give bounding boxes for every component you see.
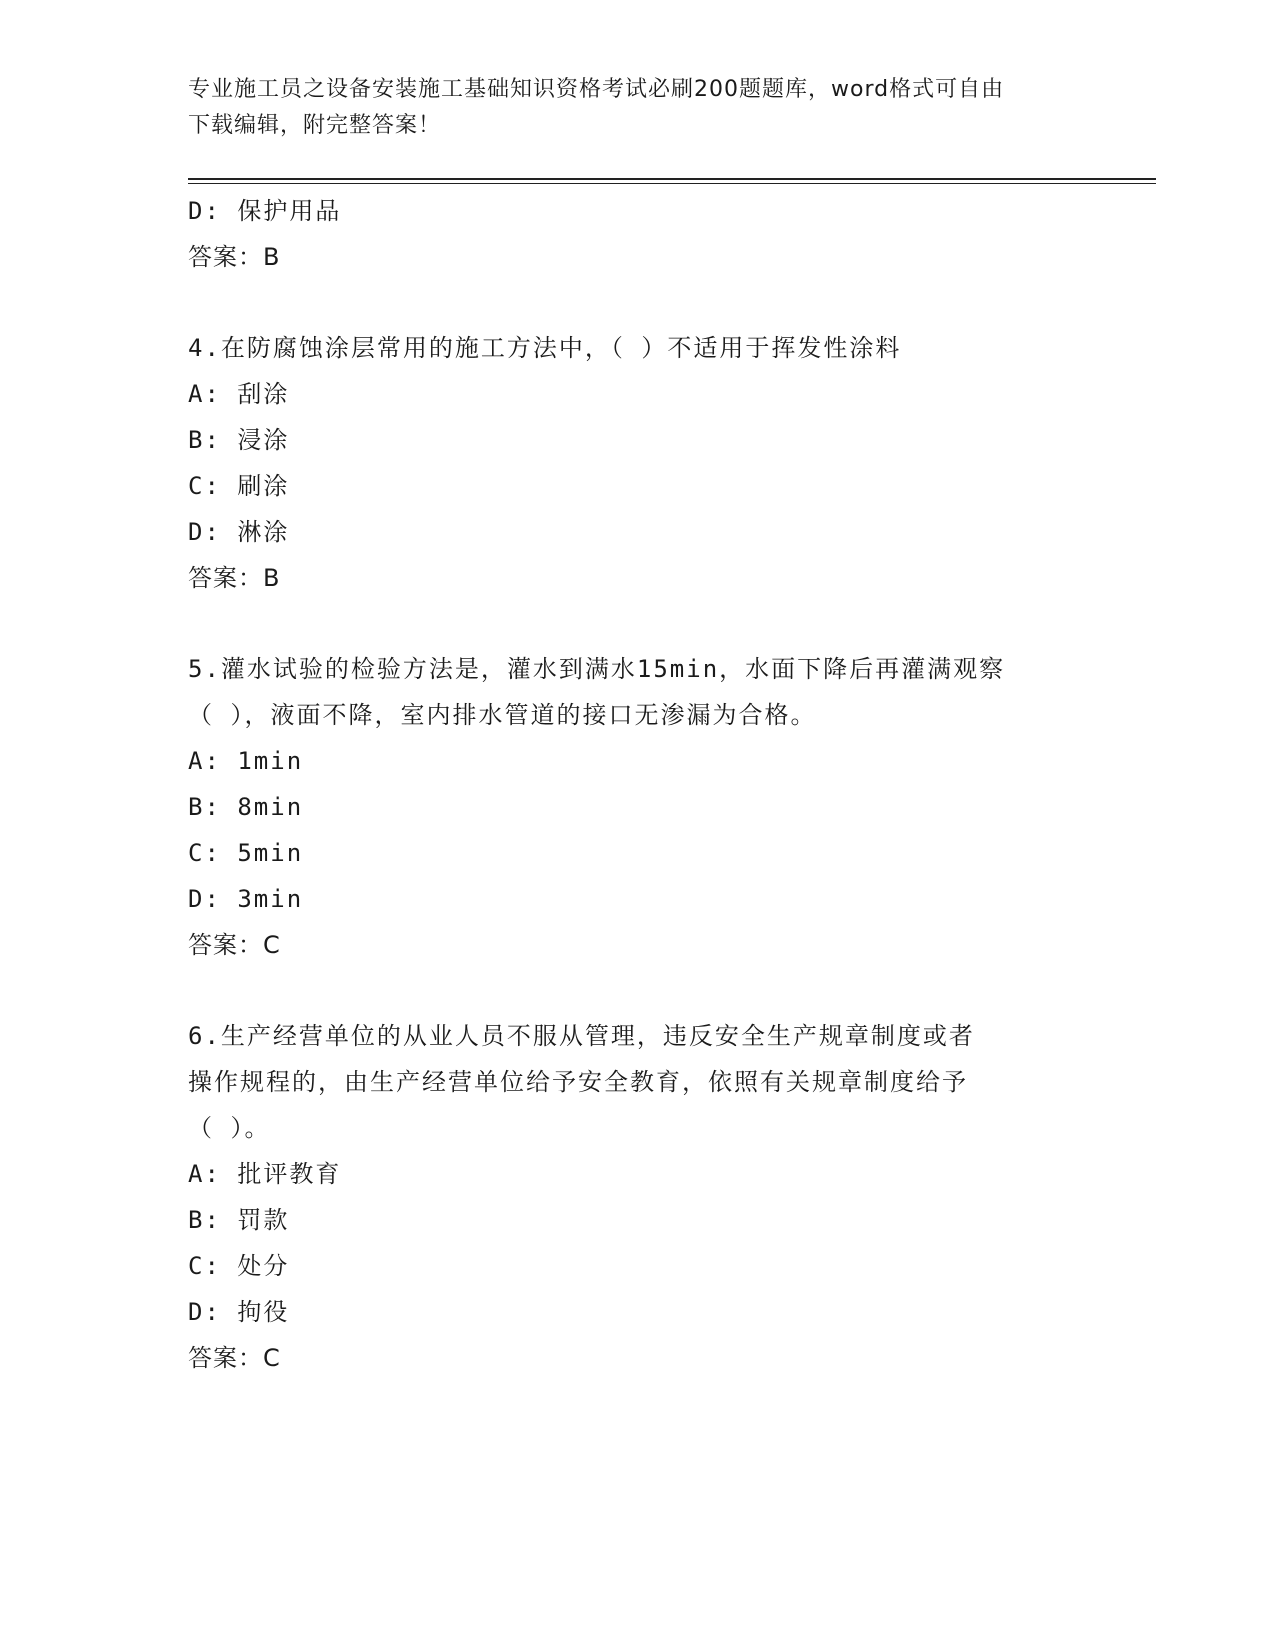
spacer [188,601,1088,646]
question-stem-line-2: （ ），液面不降，室内排水管道的接口无渗漏为合格。 [188,701,817,729]
option-b: B: 罚款 [188,1206,290,1234]
option-a: A: 1min [188,747,304,775]
header-divider-thick [188,178,1156,180]
spacer [188,968,1088,1013]
question-5 [188,646,1088,968]
document-header [188,72,1088,144]
question-stem-line-3: （ ）。 [188,1114,271,1142]
question-6 [188,1013,1088,1381]
option-d: D: 拘役 [188,1298,290,1326]
option-b: B: 浸涂 [188,426,290,454]
option-d: D: 淋涂 [188,518,290,546]
option-c: C: 刷涂 [188,472,290,500]
option-b: B: 8min [188,793,304,821]
option-a: A: 批评教育 [188,1160,342,1188]
question-stem-line-1: 5.灌水试验的检验方法是，灌水到满水15min，水面下降后再灌满观察 [188,655,1006,683]
answer: 答案：B [188,243,281,271]
answer: 答案：B [188,564,281,592]
option-d: D: 保护用品 [188,197,342,225]
header-title-line-2: 下载编辑，附完整答案！ [188,113,442,138]
question-3-fragment [188,188,1088,280]
header-divider-thin [188,183,1156,184]
question-stem-line-1: 6.生产经营单位的从业人员不服从管理，违反安全生产规章制度或者 [188,1022,975,1050]
header-title-line-1: 专业施工员之设备安装施工基础知识资格考试必刷200题题库，word格式可自由 [188,77,1005,102]
option-d: D: 3min [188,885,304,913]
option-a: A: 刮涂 [188,380,290,408]
spacer [188,280,1088,325]
question-stem: 4.在防腐蚀涂层常用的施工方法中，（ ）不适用于挥发性涂料 [188,334,902,362]
option-c: C: 5min [188,839,304,867]
option-c: C: 处分 [188,1252,290,1280]
question-list [188,188,1088,1381]
question-4 [188,325,1088,601]
answer: 答案：C [188,931,281,959]
question-stem-line-2: 操作规程的，由生产经营单位给予安全教育，依照有关规章制度给予 [188,1068,968,1096]
answer: 答案：C [188,1344,281,1372]
